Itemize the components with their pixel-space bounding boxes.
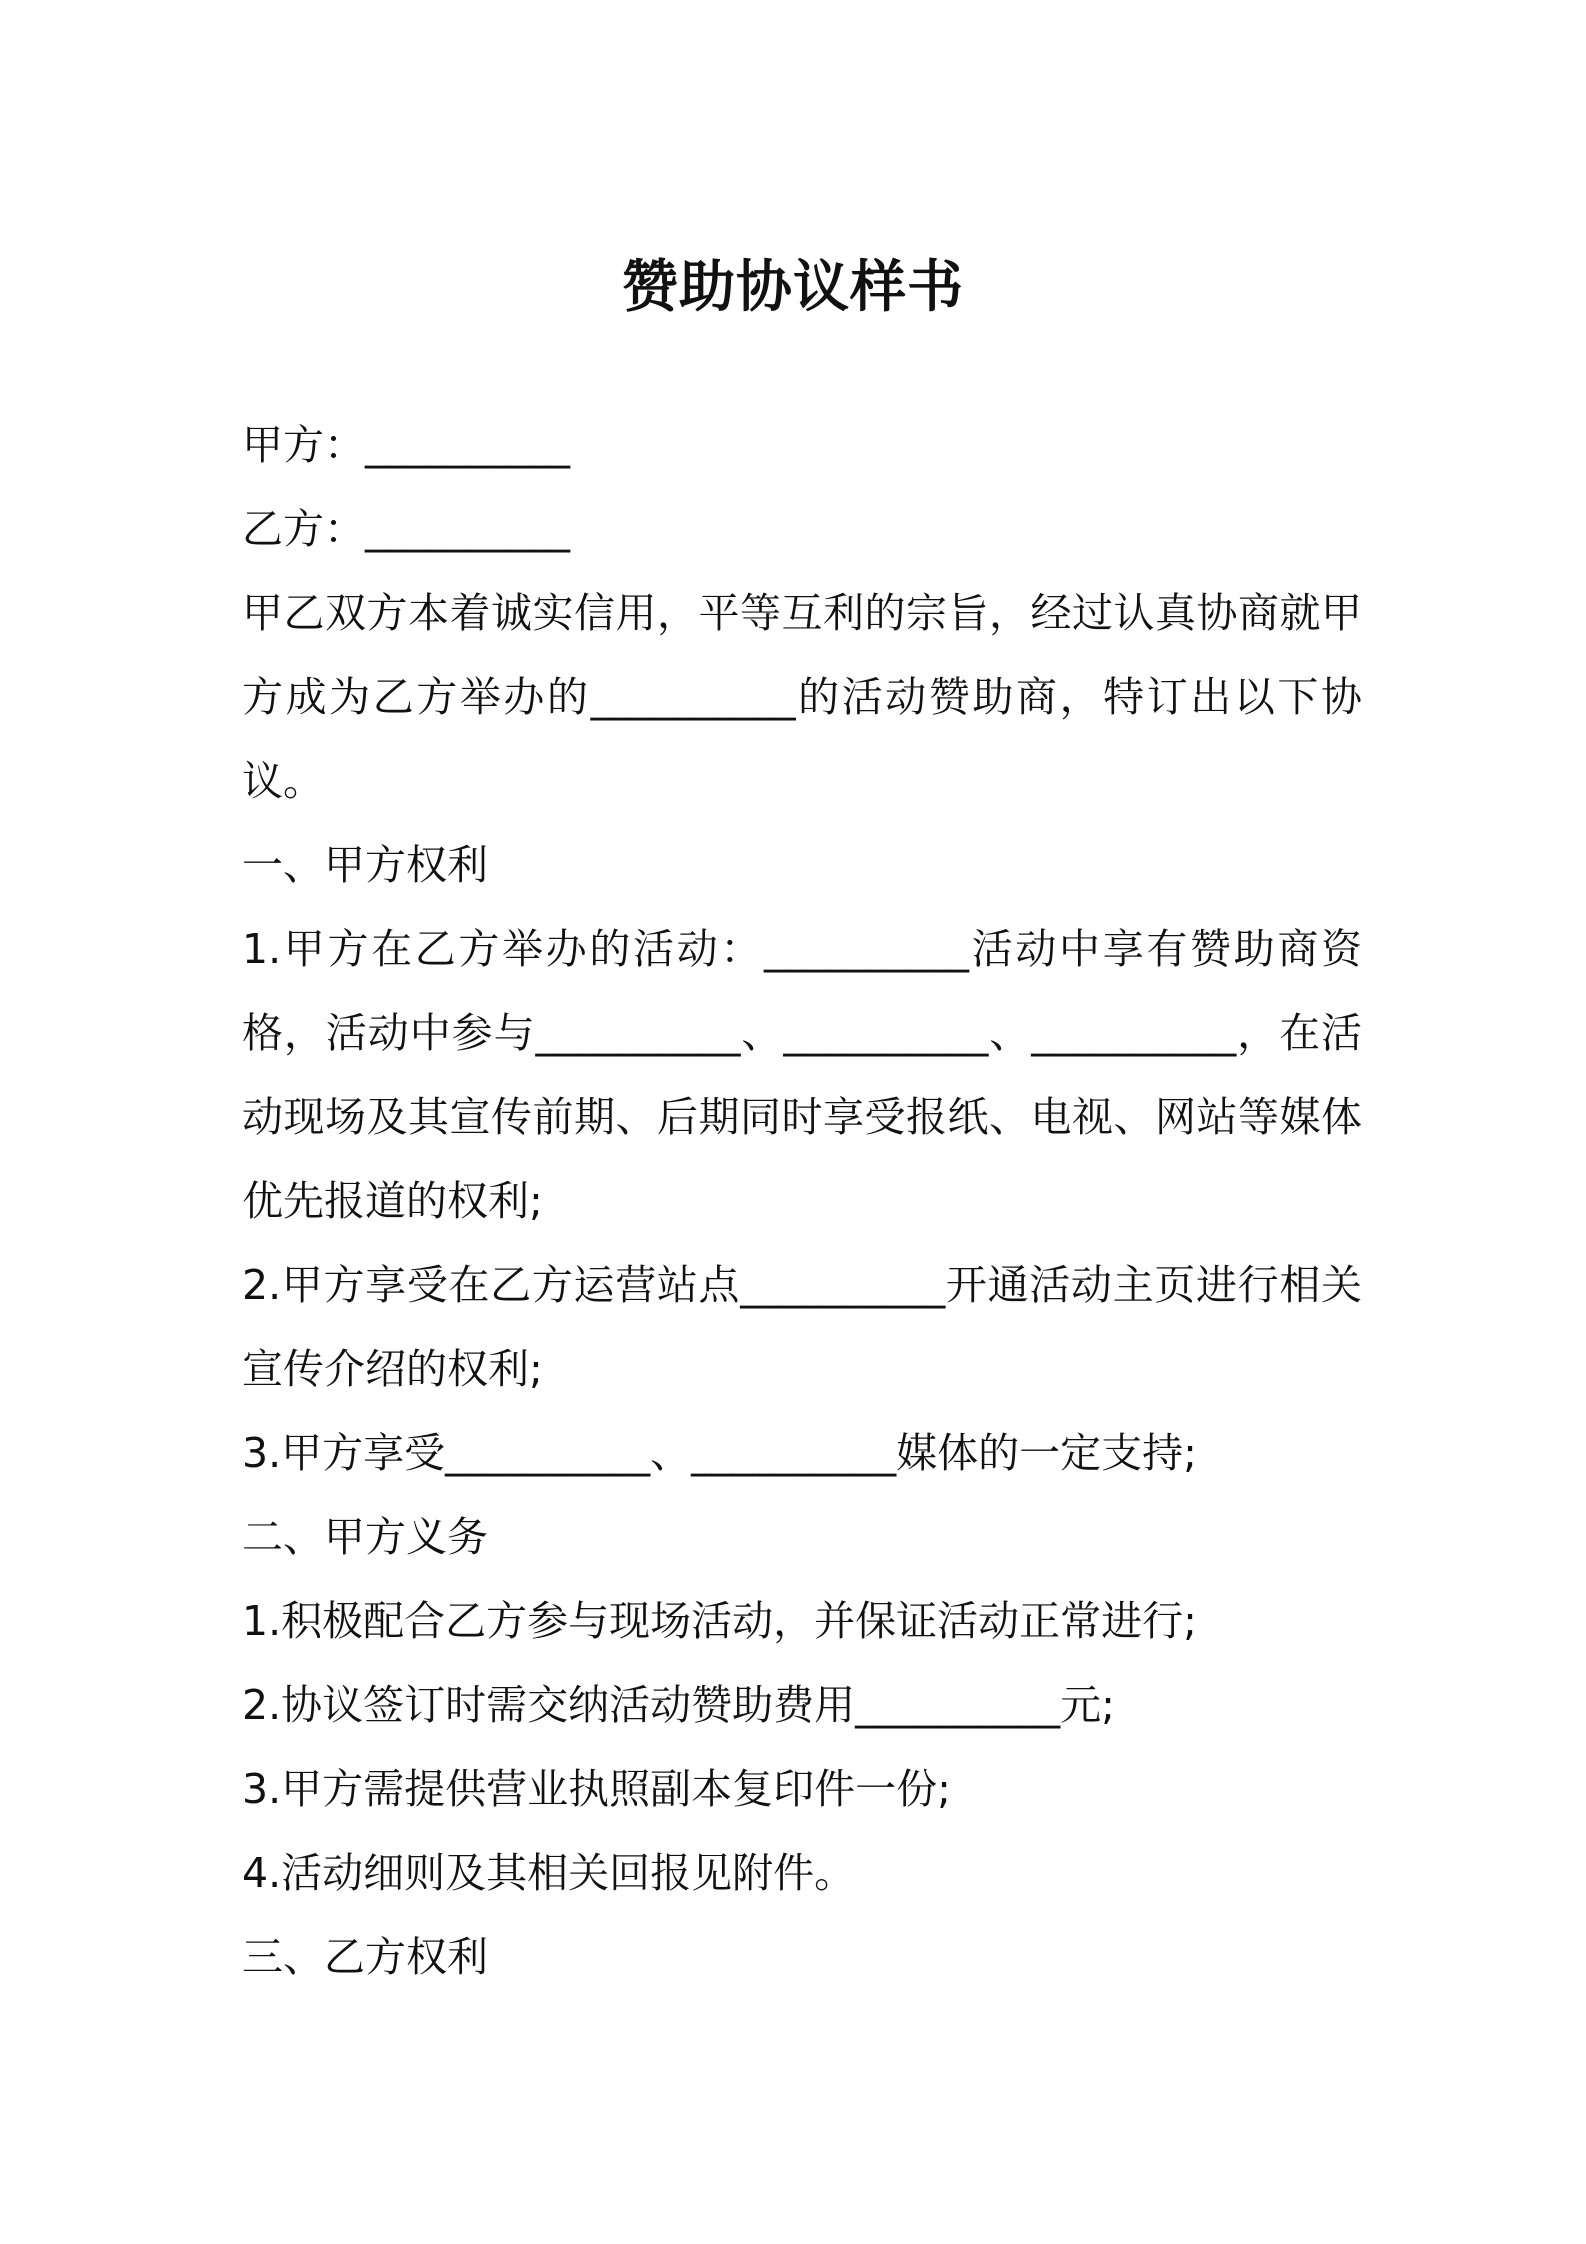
party-a-line: 甲方：__________ xyxy=(242,421,570,469)
clause-a-obligations-2: 2.协议签订时需交纳活动赞助费用__________元; xyxy=(242,1681,1115,1729)
section-heading-party-a-rights: 一、甲方权利 xyxy=(242,841,488,889)
preamble-paragraph: 甲乙双方本着诚实信用，平等互利的宗旨，经过认真协商就甲方成为乙方举办的__________的活动赞助商，特订出以下协议。 xyxy=(242,589,1362,805)
clause-a-rights-2: 2.甲方享受在乙方运营站点__________开通活动主页进行相关宣传介绍的权利; xyxy=(242,1261,1362,1393)
clause-a-obligations-1: 1.积极配合乙方参与现场活动，并保证活动正常进行; xyxy=(242,1597,1197,1645)
document-body xyxy=(242,403,1362,1999)
party-b-line: 乙方：__________ xyxy=(242,505,570,553)
section-heading-party-a-obligations: 二、甲方义务 xyxy=(242,1513,488,1561)
document-title: 赞助协议样书 xyxy=(622,255,964,320)
section-heading-party-b-rights: 三、乙方权利 xyxy=(242,1933,488,1981)
clause-a-rights-1: 1.甲方在乙方举办的活动：__________活动中享有赞助商资格，活动中参与__________、__________、__________，在活动现场及其宣传前期、后期同时享受报纸、电视、网站等媒体优先报道的权利; xyxy=(242,925,1362,1225)
clause-a-obligations-4: 4.活动细则及其相关回报见附件。 xyxy=(242,1849,856,1897)
clause-a-obligations-3: 3.甲方需提供营业执照副本复印件一份; xyxy=(242,1765,951,1813)
clause-a-rights-3: 3.甲方享受__________、__________媒体的一定支持; xyxy=(242,1429,1197,1477)
